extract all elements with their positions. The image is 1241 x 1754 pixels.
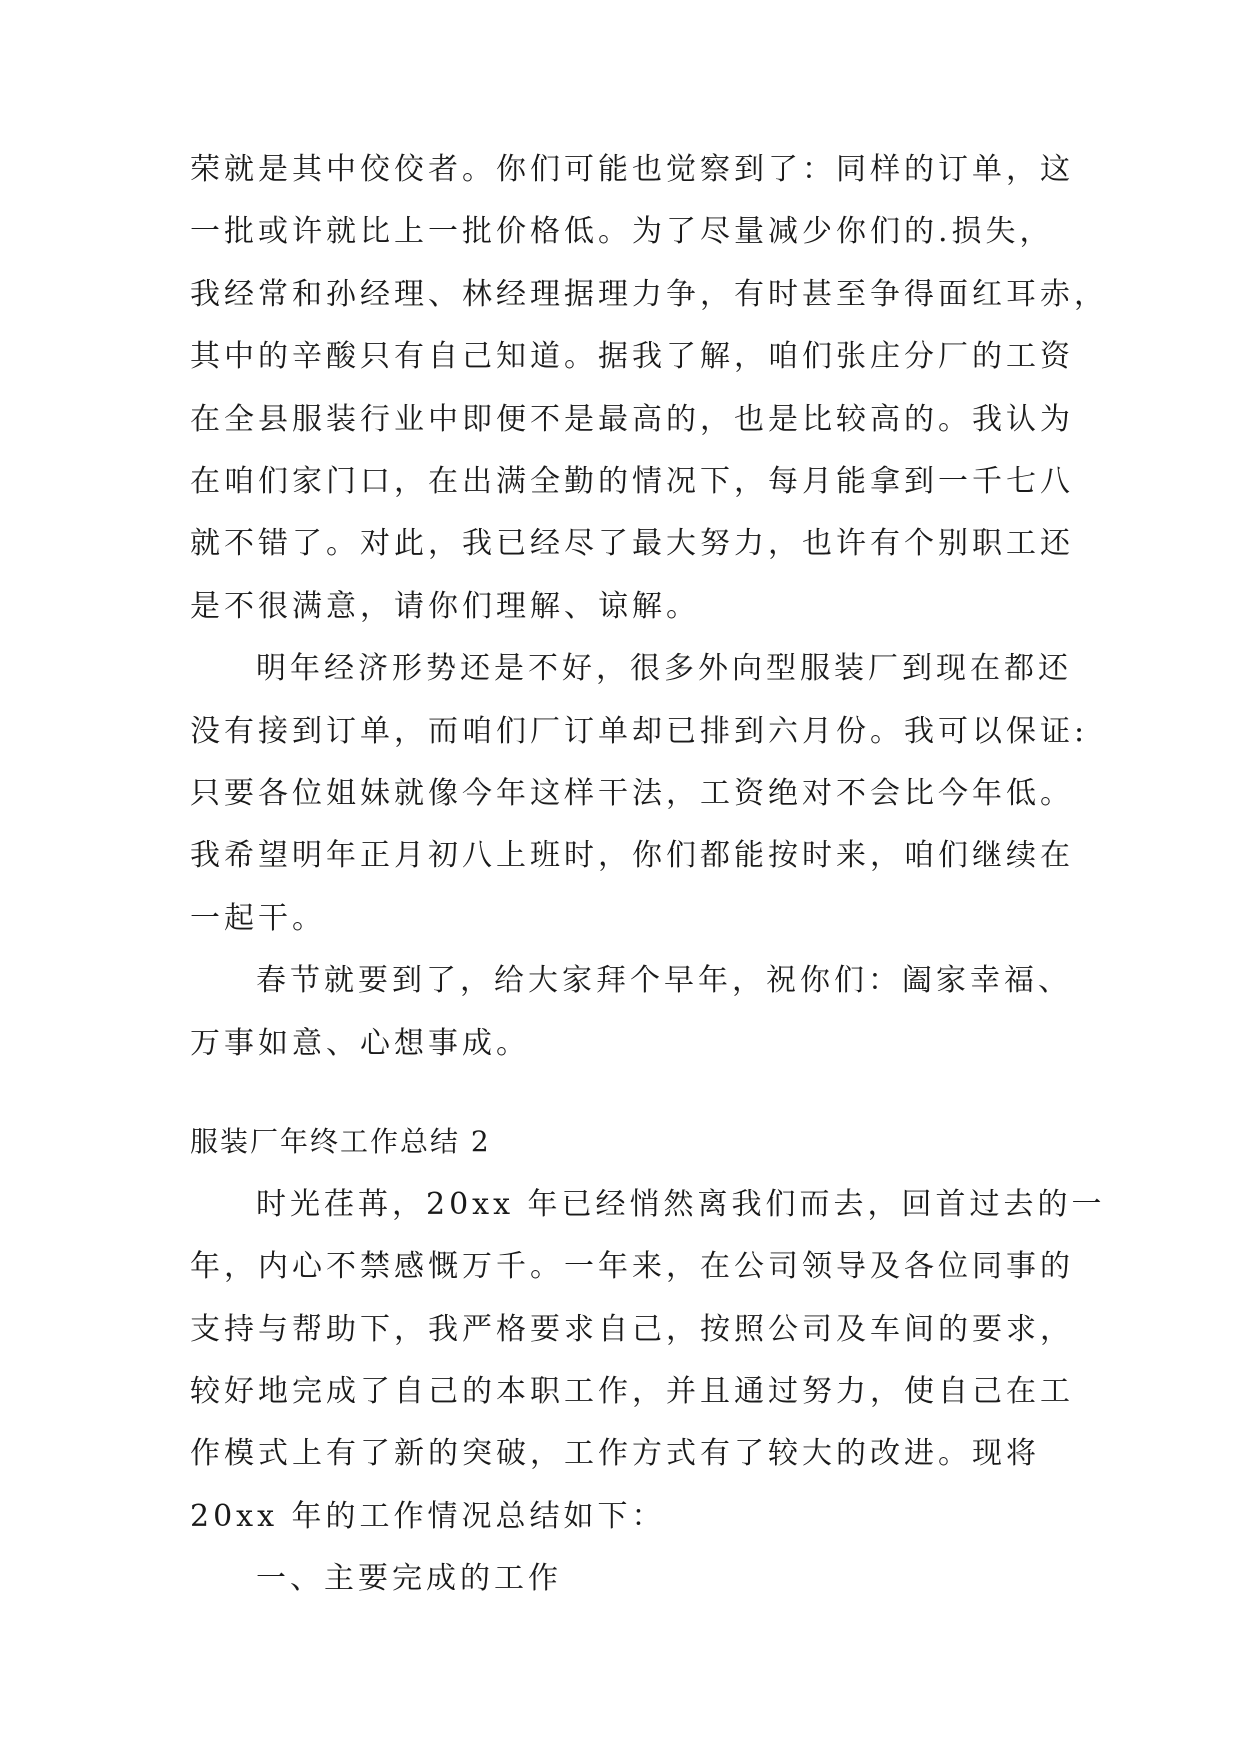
text-line: 时光荏苒，20xx 年已经悄然离我们而去，回首过去的一	[256, 1187, 1106, 1222]
text-line: 没有接到订单，而咱们厂订单却已排到六月份。我可以保证:	[190, 714, 1089, 749]
text-line: 其中的辛酸只有自己知道。据我了解，咱们张庄分厂的工资	[190, 339, 1074, 374]
text-line: 作模式上有了新的突破，工作方式有了较大的改进。现将	[190, 1436, 1040, 1471]
text-line: 年，内心不禁感慨万千。一年来，在公司领导及各位同事的	[190, 1249, 1074, 1284]
text-line: 在全县服装行业中即便不是最高的，也是比较高的。我认为	[190, 402, 1074, 437]
subheading: 一、主要完成的工作	[256, 1561, 562, 1596]
text-line: 一起干。	[190, 901, 326, 936]
text-line: 支持与帮助下，我严格要求自己，按照公司及车间的要求，	[190, 1312, 1074, 1347]
text-line: 荣就是其中佼佼者。你们可能也觉察到了：同样的订单，这	[190, 152, 1074, 187]
text-line: 明年经济形势还是不好，很多外向型服装厂到现在都还	[256, 651, 1072, 686]
text-line: 我希望明年正月初八上班时，你们都能按时来，咱们继续在	[190, 838, 1074, 873]
text-line: 一批或许就比上一批价格低。为了尽量减少你们的.损失，	[190, 214, 1054, 249]
text-line: 较好地完成了自己的本职工作，并且通过努力，使自己在工	[190, 1374, 1074, 1409]
text-line: 就不错了。对此，我已经尽了最大努力，也许有个别职工还	[190, 526, 1074, 561]
text-line: 我经常和孙经理、林经理据理力争，有时甚至争得面红耳赤，	[190, 277, 1108, 312]
text-line: 是不很满意，请你们理解、谅解。	[190, 589, 700, 624]
text-line: 只要各位姐妹就像今年这样干法，工资绝对不会比今年低。	[190, 776, 1074, 811]
text-line: 20xx 年的工作情况总结如下：	[190, 1499, 666, 1534]
text-line: 在咱们家门口，在出满全勤的情况下，每月能拿到一千七八	[190, 464, 1074, 499]
section-title: 服装厂年终工作总结 2	[190, 1125, 491, 1158]
text-line: 万事如意、心想事成。	[190, 1026, 530, 1061]
text-line: 春节就要到了，给大家拜个早年，祝你们：阖家幸福、	[256, 963, 1072, 998]
